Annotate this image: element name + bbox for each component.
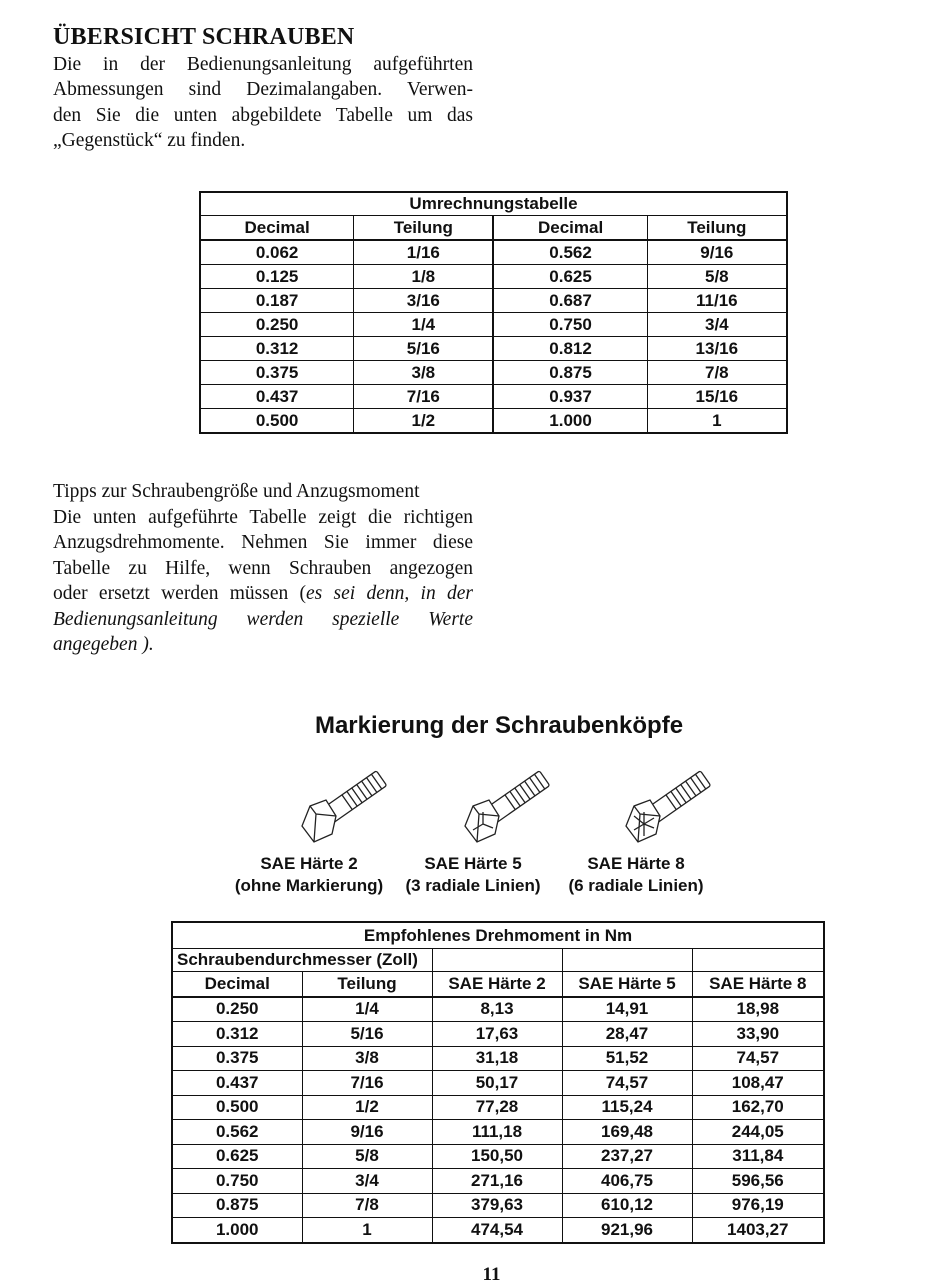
table-cell: 7/8 bbox=[647, 361, 787, 385]
tips-italic-text: angegeben bbox=[53, 634, 138, 655]
table-cell: 976,19 bbox=[692, 1193, 824, 1218]
table-row bbox=[172, 1046, 824, 1071]
diameter-header: Schraubendurchmesser (Zoll) bbox=[172, 949, 432, 972]
empty-cell bbox=[432, 949, 562, 972]
table-cell: 1.000 bbox=[172, 1218, 302, 1243]
table-cell: 33,90 bbox=[692, 1022, 824, 1047]
table-cell: 1403,27 bbox=[692, 1218, 824, 1243]
table-cell: 0.875 bbox=[493, 361, 647, 385]
table-cell: 3/8 bbox=[302, 1046, 432, 1071]
column-header: SAE Härte 5 bbox=[562, 972, 692, 997]
column-header: Decimal bbox=[172, 972, 302, 997]
table-cell: 1/4 bbox=[354, 313, 494, 337]
bolt-label bbox=[546, 853, 726, 897]
table-cell: 8,13 bbox=[432, 997, 562, 1022]
table-cell: 0.562 bbox=[172, 1120, 302, 1145]
table-cell: 111,18 bbox=[432, 1120, 562, 1145]
table-cell: 474,54 bbox=[432, 1218, 562, 1243]
table-cell: 17,63 bbox=[432, 1022, 562, 1047]
table-cell: 115,24 bbox=[562, 1095, 692, 1120]
table-cell: 74,57 bbox=[562, 1071, 692, 1096]
intro-line: Abmessungen sind Dezimalangaben. Verwen- bbox=[53, 79, 473, 101]
table-cell: 0.687 bbox=[493, 289, 647, 313]
table-cell: 1/2 bbox=[302, 1095, 432, 1120]
table-cell: 237,27 bbox=[562, 1144, 692, 1169]
conversion-table bbox=[199, 191, 788, 434]
table-cell: 3/8 bbox=[354, 361, 494, 385]
table-row bbox=[200, 385, 787, 409]
table-row bbox=[172, 1193, 824, 1218]
table-cell: 1/4 bbox=[302, 997, 432, 1022]
bolt-grade: SAE Härte 8 bbox=[587, 854, 685, 873]
bolt-marking-description: (3 radiale Linien) bbox=[405, 876, 541, 895]
table-cell: 28,47 bbox=[562, 1022, 692, 1047]
table-cell: 406,75 bbox=[562, 1169, 692, 1194]
table-cell: 5/8 bbox=[647, 265, 787, 289]
table-cell: 31,18 bbox=[432, 1046, 562, 1071]
bolt-3-radial-lines-icon bbox=[443, 756, 563, 846]
table-row bbox=[172, 1218, 824, 1243]
bolt-marking-description: (6 radiale Linien) bbox=[568, 876, 704, 895]
table-cell: 169,48 bbox=[562, 1120, 692, 1145]
table-row bbox=[172, 997, 824, 1022]
intro-line: den Sie die unten abgebildete Tabelle um das bbox=[53, 104, 473, 126]
table-cell: 0.312 bbox=[172, 1022, 302, 1047]
table-cell: 0.812 bbox=[493, 337, 647, 361]
empty-cell bbox=[562, 949, 692, 972]
page-heading: ÜBERSICHT SCHRAUBEN bbox=[53, 24, 355, 50]
table-cell: 1/2 bbox=[354, 409, 494, 434]
table-cell: 0.125 bbox=[200, 265, 354, 289]
table-row bbox=[172, 1071, 824, 1096]
table-cell: 13/16 bbox=[647, 337, 787, 361]
table-cell: 3/4 bbox=[302, 1169, 432, 1194]
table-cell: 7/8 bbox=[302, 1193, 432, 1218]
table-row bbox=[200, 289, 787, 313]
table-cell: 162,70 bbox=[692, 1095, 824, 1120]
tips-line bbox=[53, 632, 473, 658]
tips-text: oder ersetzt werden müssen ( bbox=[53, 583, 307, 604]
tips-italic-text: Bedienungsanleitung werden spezielle Werte bbox=[53, 608, 473, 630]
tips-line: Anzugsdrehmomente. Nehmen Sie immer diese bbox=[53, 532, 473, 553]
table-cell: 14,91 bbox=[562, 997, 692, 1022]
table-cell: 5/8 bbox=[302, 1144, 432, 1169]
column-header: SAE Härte 2 bbox=[432, 972, 562, 997]
table-cell: 379,63 bbox=[432, 1193, 562, 1218]
table-cell: 0.187 bbox=[200, 289, 354, 313]
table-cell: 0.625 bbox=[493, 265, 647, 289]
table-row bbox=[172, 1120, 824, 1145]
table-cell: 1 bbox=[302, 1218, 432, 1243]
conversion-table-caption: Umrechnungstabelle bbox=[200, 192, 787, 216]
table-cell: 0.250 bbox=[200, 313, 354, 337]
table-cell: 311,84 bbox=[692, 1144, 824, 1169]
table-cell: 3/16 bbox=[354, 289, 494, 313]
table-cell: 0.375 bbox=[172, 1046, 302, 1071]
table-cell: 244,05 bbox=[692, 1120, 824, 1145]
torque-table-header-row bbox=[172, 972, 824, 997]
table-cell: 0.750 bbox=[172, 1169, 302, 1194]
table-cell: 18,98 bbox=[692, 997, 824, 1022]
table-row bbox=[200, 337, 787, 361]
intro-line: „Gegenstück“ zu finden. bbox=[53, 129, 246, 151]
column-header: Teilung bbox=[354, 216, 494, 241]
table-row bbox=[200, 265, 787, 289]
torque-table bbox=[171, 921, 825, 1244]
table-cell: 271,16 bbox=[432, 1169, 562, 1194]
tips-line bbox=[53, 607, 473, 633]
table-cell: 0.437 bbox=[172, 1071, 302, 1096]
conversion-table-body bbox=[200, 240, 787, 433]
table-cell: 108,47 bbox=[692, 1071, 824, 1096]
tips-paragraph bbox=[53, 479, 473, 658]
table-cell: 0.875 bbox=[172, 1193, 302, 1218]
tips-line: Die unten aufgeführte Tabelle zeigt die richtigen bbox=[53, 506, 473, 528]
tips-italic-text: ). bbox=[137, 634, 154, 655]
tips-line: Tabelle zu Hilfe, wenn Schrauben angezogen bbox=[53, 557, 473, 579]
table-cell: 150,50 bbox=[432, 1144, 562, 1169]
table-cell: 1/8 bbox=[354, 265, 494, 289]
conversion-table-header-row bbox=[200, 216, 787, 241]
table-row bbox=[200, 240, 787, 265]
bolt-grade: SAE Härte 2 bbox=[260, 854, 358, 873]
table-cell: 5/16 bbox=[354, 337, 494, 361]
table-cell: 5/16 bbox=[302, 1022, 432, 1047]
table-cell: 0.937 bbox=[493, 385, 647, 409]
bolt-label bbox=[383, 853, 563, 897]
bolt-marking-description: (ohne Markierung) bbox=[234, 876, 384, 895]
table-cell: 0.500 bbox=[200, 409, 354, 434]
column-header: Teilung bbox=[302, 972, 432, 997]
table-cell: 3/4 bbox=[647, 313, 787, 337]
table-cell: 15/16 bbox=[647, 385, 787, 409]
table-cell: 0.562 bbox=[493, 240, 647, 265]
table-cell: 0.750 bbox=[493, 313, 647, 337]
table-cell: 9/16 bbox=[647, 240, 787, 265]
table-cell: 50,17 bbox=[432, 1071, 562, 1096]
table-cell: 0.500 bbox=[172, 1095, 302, 1120]
table-cell: 74,57 bbox=[692, 1046, 824, 1071]
bolt-6-radial-lines-icon bbox=[604, 756, 724, 846]
table-cell: 610,12 bbox=[562, 1193, 692, 1218]
table-cell: 1.000 bbox=[493, 409, 647, 434]
tips-italic-text: es sei denn, in der bbox=[306, 583, 473, 604]
torque-table-body bbox=[172, 997, 824, 1243]
table-cell: 11/16 bbox=[647, 289, 787, 313]
column-header: Teilung bbox=[647, 216, 787, 241]
intro-paragraph bbox=[53, 52, 473, 153]
column-header: SAE Härte 8 bbox=[692, 972, 824, 997]
table-cell: 0.250 bbox=[172, 997, 302, 1022]
table-row bbox=[172, 1095, 824, 1120]
table-row bbox=[200, 409, 787, 434]
table-cell: 0.375 bbox=[200, 361, 354, 385]
table-cell: 77,28 bbox=[432, 1095, 562, 1120]
page-number: 11 bbox=[482, 1264, 501, 1285]
table-cell: 921,96 bbox=[562, 1218, 692, 1243]
table-cell: 7/16 bbox=[302, 1071, 432, 1096]
table-cell: 0.437 bbox=[200, 385, 354, 409]
torque-table-caption: Empfohlenes Drehmoment in Nm bbox=[172, 922, 824, 949]
table-cell: 0.625 bbox=[172, 1144, 302, 1169]
table-cell: 1 bbox=[647, 409, 787, 434]
table-cell: 7/16 bbox=[354, 385, 494, 409]
table-cell: 51,52 bbox=[562, 1046, 692, 1071]
bolt-marking-title: Markierung der Schraubenköpfe bbox=[314, 712, 684, 739]
table-row bbox=[200, 313, 787, 337]
table-cell: 0.062 bbox=[200, 240, 354, 265]
intro-line: Die in der Bedienungsanleitung aufgeführten bbox=[53, 54, 473, 75]
bolt-no-marking-icon bbox=[280, 756, 400, 846]
tips-line bbox=[53, 581, 473, 607]
bolt-label bbox=[219, 853, 399, 897]
table-cell: 9/16 bbox=[302, 1120, 432, 1145]
table-cell: 0.312 bbox=[200, 337, 354, 361]
column-header: Decimal bbox=[200, 216, 354, 241]
table-row bbox=[172, 1022, 824, 1047]
empty-cell bbox=[692, 949, 824, 972]
bolt-grade: SAE Härte 5 bbox=[424, 854, 522, 873]
table-cell: 1/16 bbox=[354, 240, 494, 265]
table-row bbox=[200, 361, 787, 385]
column-header: Decimal bbox=[493, 216, 647, 241]
table-row bbox=[172, 1144, 824, 1169]
tips-title: Tipps zur Schraubengröße und Anzugsmoment bbox=[53, 481, 420, 502]
table-row bbox=[172, 1169, 824, 1194]
table-cell: 596,56 bbox=[692, 1169, 824, 1194]
